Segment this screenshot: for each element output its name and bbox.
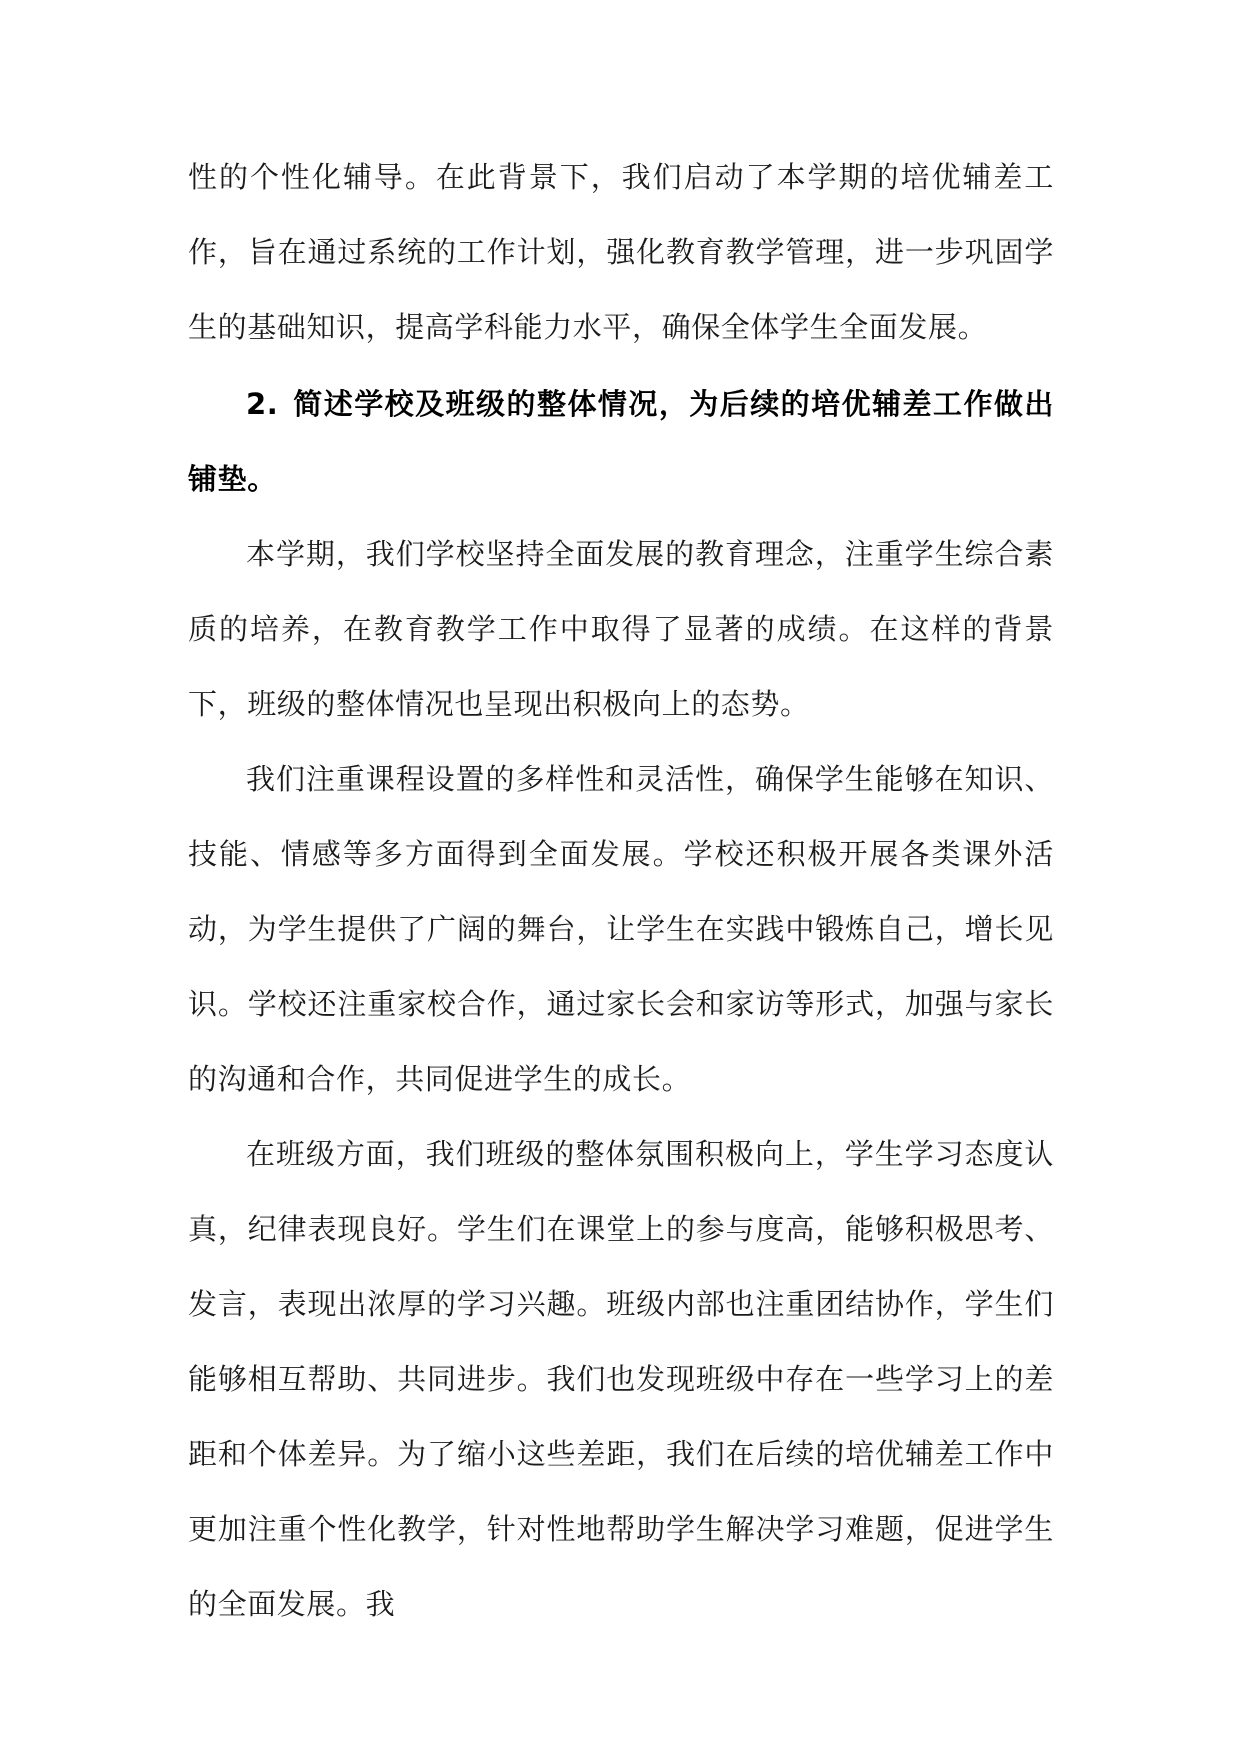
paragraph-continued: 性的个性化辅导。在此背景下，我们启动了本学期的培优辅差工作，旨在通过系统的工作计划，强化教育教学管理，进一步巩固学生的基础知识，提高学科能力水平，确保全体学生全面发展。 <box>188 160 1054 344</box>
document-body <box>188 140 1054 1642</box>
section-heading-number: 2. <box>246 387 279 421</box>
section-heading <box>188 367 1054 517</box>
paragraph-curriculum: 我们注重课程设置的多样性和灵活性，确保学生能够在知识、技能、情感等多方面得到全面发展。学校还积极开展各类课外活动，为学生提供了广阔的舞台，让学生在实践中锻炼自己，增长见识。学校还注重家校合作，通过家长会和家访等形式，加强与家长的沟通和合作，共同促进学生的成长。 <box>188 762 1054 1096</box>
paragraph-class-overview: 在班级方面，我们班级的整体氛围积极向上，学生学习态度认真，纪律表现良好。学生们在课堂上的参与度高，能够积极思考、发言，表现出浓厚的学习兴趣。班级内部也注重团结协作，学生们能够相互帮助、共同进步。我们也发现班级中存在一些学习上的差距和个体差异。为了缩小这些差距，我们在后续的培优辅差工作中更加注重个性化教学，针对性地帮助学生解决学习难题，促进学生的全面发展。我 <box>188 1137 1054 1621</box>
section-heading-text: 简述学校及班级的整体情况，为后续的培优辅差工作做出铺垫。 <box>188 387 1054 496</box>
paragraph-school-overview: 本学期，我们学校坚持全面发展的教育理念，注重学生综合素质的培养，在教育教学工作中取得了显著的成绩。在这样的背景下，班级的整体情况也呈现出积极向上的态势。 <box>188 537 1054 721</box>
